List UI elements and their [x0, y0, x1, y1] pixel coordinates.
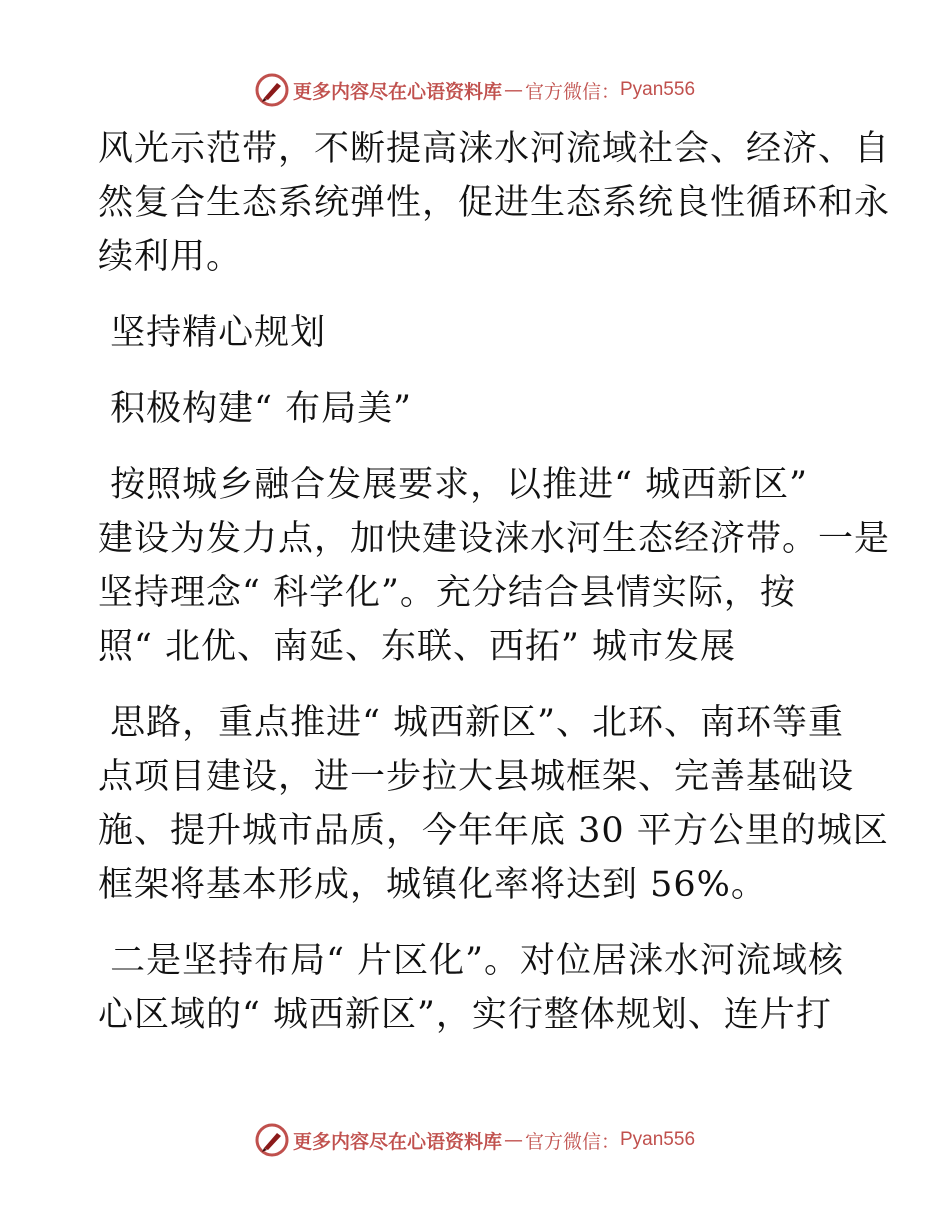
pen-logo-icon: [255, 1123, 289, 1157]
banner-text: 更多内容尽在心语资料库: [292, 80, 502, 103]
section-heading: [98, 382, 858, 436]
paragraph: [98, 934, 858, 1042]
text-line: 然复合生态系统弹性，促进生态系统良性循环和永: [98, 183, 891, 223]
text-line: 建设为发力点，加快建设涞水河生态经济带。一是: [98, 519, 891, 559]
text-line: 点项目建设，进一步拉大县城框架、完善基础设: [98, 757, 855, 797]
heading-line: 坚持精心规划: [98, 313, 327, 353]
banner-wechat-id: Pyan556: [620, 1129, 696, 1150]
text-line: 思路，重点推进“ 城西新区”、北环、南环等重: [98, 703, 845, 743]
banner-dash: —: [503, 79, 523, 101]
text-line: 心区域的“ 城西新区”，实行整体规划、连片打: [98, 995, 832, 1035]
text-line: 续利用。: [98, 237, 243, 277]
text-line: 照“ 北优、南延、东联、西拓” 城市发展: [98, 627, 737, 667]
text-line: 二是坚持布局“ 片区化”。对位居涞水河流域核: [98, 941, 845, 981]
page-footer-banner: [0, 1120, 950, 1160]
text-line: 按照城乡融合发展要求，以推进“ 城西新区”: [98, 465, 809, 505]
banner-wechat-id: Pyan556: [620, 79, 696, 100]
paragraph: [98, 458, 891, 674]
pen-logo-icon: [255, 73, 289, 107]
text-line: 施、提升城市品质，今年年底 30 平方公里的城区: [98, 811, 889, 851]
paragraph: [98, 122, 891, 284]
text-line: 风光示范带，不断提高涞水河流域社会、经济、自: [98, 129, 891, 169]
page-header-banner: [0, 70, 950, 110]
banner-text: 更多内容尽在心语资料库: [292, 1130, 502, 1153]
text-line: 坚持理念“ 科学化”。充分结合县情实际，按: [98, 573, 796, 613]
banner-label: 官方微信：: [524, 1130, 620, 1153]
text-line: 框架将基本形成，城镇化率将达到 56%。: [98, 865, 767, 905]
banner-label: 官方微信：: [524, 80, 620, 103]
heading-line: 积极构建“ 布局美”: [98, 389, 413, 429]
document-body: [98, 122, 891, 1042]
banner-dash: —: [503, 1129, 523, 1151]
paragraph: [98, 696, 889, 912]
section-heading: [98, 306, 858, 360]
